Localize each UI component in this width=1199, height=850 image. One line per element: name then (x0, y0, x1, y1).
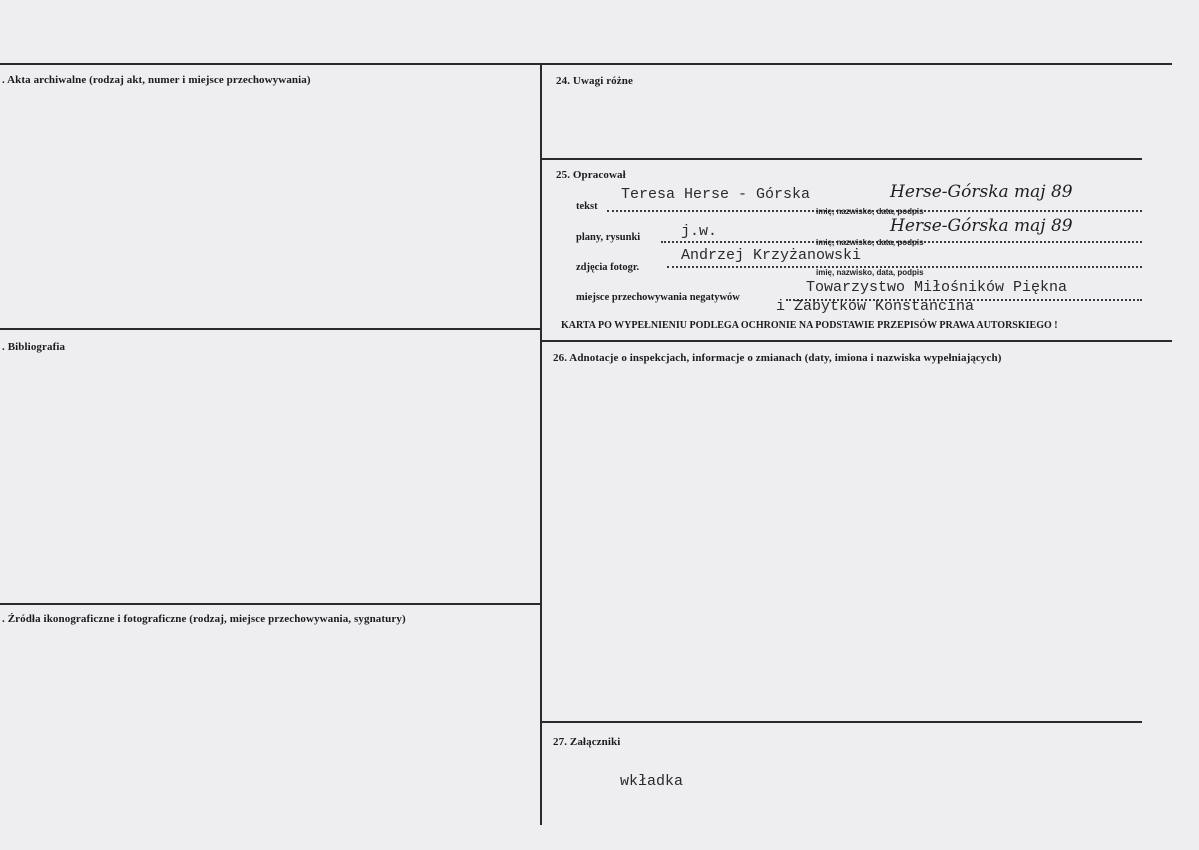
left-divider-1 (0, 328, 542, 330)
section-uwagi-rozne: 24. Uwagi różne (556, 75, 633, 87)
plany-value: j.w. (681, 223, 718, 240)
zdjecia-value: Andrzej Krzyżanowski (681, 247, 862, 264)
tekst-signature: Herse-Górska maj 89 (890, 182, 1073, 202)
section-adnotacje: 26. Adnotacje o inspekcjach, informacje o zmianach (daty, imiona i nazwiska wypełniających) (553, 352, 1002, 364)
right-divider-1 (541, 158, 1142, 160)
left-divider-2 (0, 603, 542, 605)
zalaczniki-value: wkładka (620, 773, 684, 790)
plany-signature: Herse-Górska maj 89 (890, 216, 1073, 236)
tekst-label: tekst (576, 201, 598, 212)
right-divider-3 (541, 721, 1142, 723)
miejsce-value-line1: Towarzystwo Miłośników Piękna (806, 279, 1068, 296)
tekst-value: Teresa Herse - Górska (621, 186, 811, 203)
tekst-caption: imię, nazwisko, data, podpis (816, 207, 924, 216)
center-divider (540, 63, 542, 825)
plany-label: plany, rysunki (576, 232, 641, 243)
section-zrodla-ikonograficzne: . Źródła ikonograficzne i fotograficzne (rodzaj, miejsce przechowywania, sygnatury) (2, 613, 406, 625)
miejsce-value-line2: i Zabytków Konstancina (776, 298, 975, 315)
right-divider-2 (541, 340, 1172, 342)
top-border (0, 63, 1172, 65)
copyright-notice: KARTA PO WYPEŁNIENIU PODLEGA OCHRONIE NA PODSTAWIE PRZEPISÓW PRAWA AUTORSKIEGO ! (561, 320, 1058, 331)
zdjecia-caption: imię, nazwisko, data, podpis (816, 268, 924, 277)
section-opracowal: 25. Opracował (556, 169, 626, 181)
section-bibliografia: . Bibliografia (2, 341, 66, 353)
zdjecia-label: zdjęcia fotogr. (576, 262, 640, 273)
plany-caption: imię, nazwisko, data, podpis (816, 238, 924, 247)
section-akta-archiwalne: . Akta archiwalne (rodzaj akt, numer i miejsce przechowywania) (2, 74, 311, 86)
section-zalaczniki: 27. Załączniki (553, 736, 621, 748)
miejsce-label: miejsce przechowywania negatywów (576, 292, 740, 303)
